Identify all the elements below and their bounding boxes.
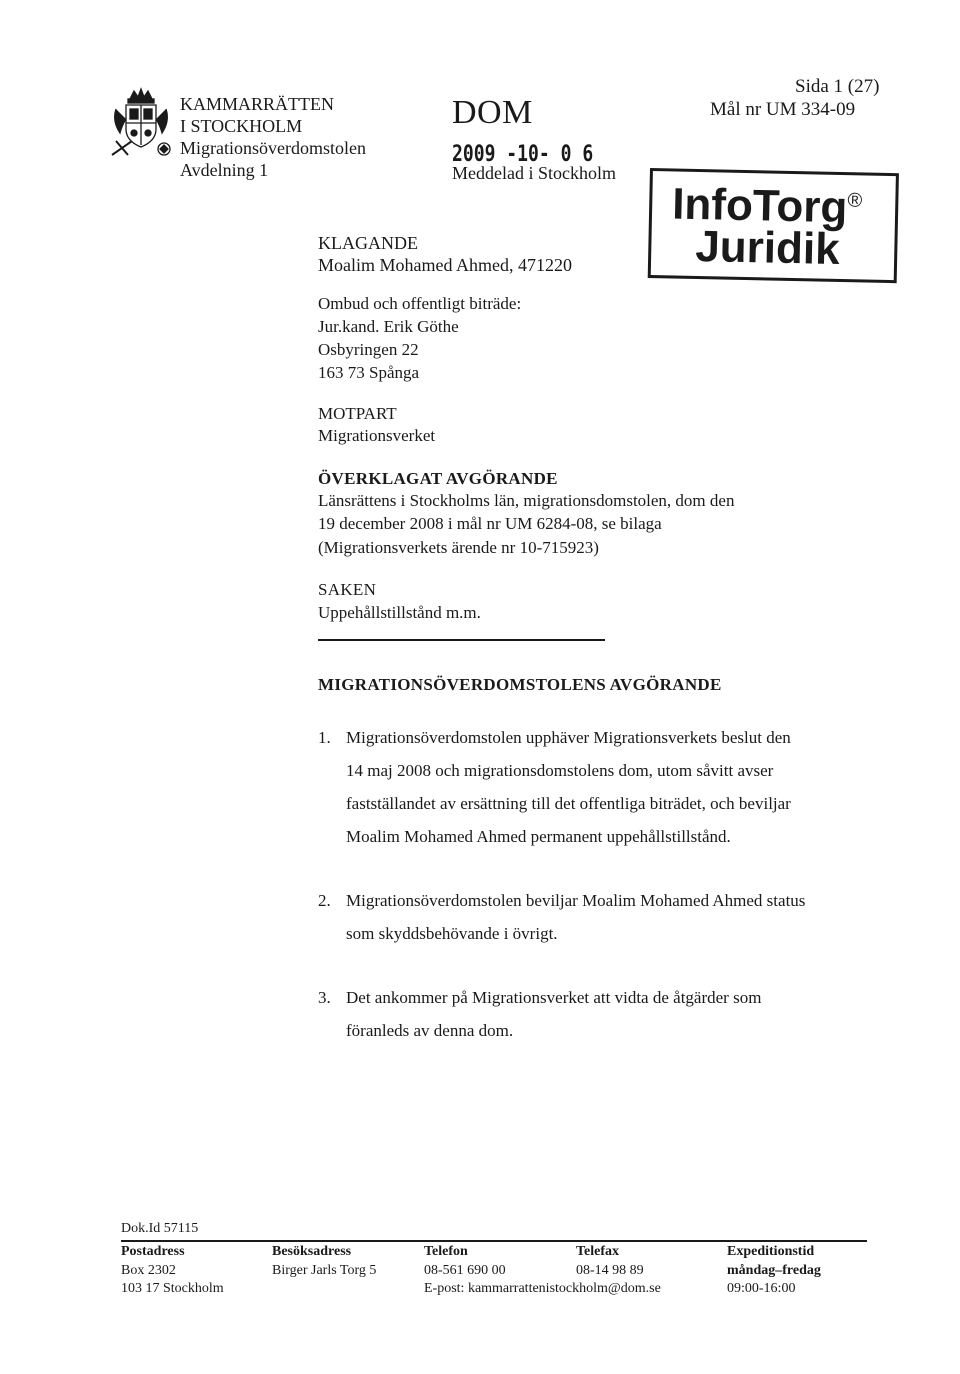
page-number: Sida 1 (27) — [795, 76, 880, 97]
appellant-name: Moalim Mohamed Ahmed, 471220 — [318, 255, 572, 275]
footer-value: 08-14 98 89 — [576, 1263, 644, 1278]
stamp-subbrand: Juridik — [694, 221, 841, 274]
court-crest-icon — [108, 85, 174, 161]
court-name-line-2: I STOCKHOLM — [180, 116, 303, 136]
ruling-item-line: 14 maj 2008 och migrationsdomstolens dom, utom såvitt avser — [346, 761, 774, 780]
ruling-item-line: föranleds av denna dom. — [346, 1021, 514, 1040]
appealed-decision-line: 19 december 2008 i mål nr UM 6284-08, se bilaga — [318, 514, 662, 533]
ruling-item-line: Det ankommer på Migrationsverket att vidta de åtgärder som — [346, 988, 762, 1007]
footer-divider — [121, 1240, 867, 1242]
footer-value: Box 2302 — [121, 1263, 176, 1278]
court-department: Avdelning 1 — [180, 160, 269, 180]
ruling-heading: MIGRATIONSÖVERDOMSTOLENS AVGÖRANDE — [318, 675, 722, 694]
case-number: Mål nr UM 334-09 — [710, 99, 856, 120]
registered-mark: ® — [847, 189, 863, 212]
document-title: DOM — [452, 94, 533, 131]
footer-label-fax: Telefax — [576, 1244, 620, 1259]
matter-heading: SAKEN — [318, 580, 377, 599]
footer-value: 103 17 Stockholm — [121, 1281, 224, 1296]
footer-label-phone: Telefon — [424, 1244, 468, 1259]
appealed-decision-heading: ÖVERKLAGAT AVGÖRANDE — [318, 469, 558, 488]
ruling-item-line: fastställandet av ersättning till det offentliga biträdet, och beviljar — [346, 794, 791, 813]
ruling-item-number: 2. — [318, 891, 331, 910]
ruling-item-number: 3. — [318, 988, 331, 1007]
matter-text: Uppehållstillstånd m.m. — [318, 603, 481, 622]
ruling-item-line: Moalim Mohamed Ahmed permanent uppehållstillstånd. — [346, 827, 731, 846]
footer-label-hours: Expeditionstid — [727, 1244, 815, 1259]
divider — [318, 639, 605, 641]
ruling-item-line: som skyddsbehövande i övrigt. — [346, 924, 558, 943]
ruling-item-line: Migrationsöverdomstolen upphäver Migrationsverkets beslut den — [346, 728, 791, 747]
footer-value: 09:00-16:00 — [727, 1281, 796, 1296]
counsel-line: Osbyringen 22 — [318, 340, 419, 359]
date-stamp: 2009 -10- 0 6 — [452, 142, 594, 167]
appellant-heading: KLAGANDE — [318, 233, 418, 253]
stamp-brand-text: InfoTorg — [671, 179, 848, 233]
counsel-line: 163 73 Spånga — [318, 363, 420, 382]
counsel-line: Jur.kand. Erik Göthe — [318, 317, 459, 336]
ruling-item-number: 1. — [318, 728, 331, 747]
opponent-heading: MOTPART — [318, 404, 397, 423]
opponent-name: Migrationsverket — [318, 426, 436, 445]
appealed-decision-line: Länsrättens i Stockholms län, migrationsdomstolen, dom den — [318, 491, 735, 510]
footer-email: E-post: kammarrattenistockholm@dom.se — [424, 1281, 661, 1296]
issued-place: Meddelad i Stockholm — [452, 163, 616, 183]
footer-label-postal: Postadress — [121, 1244, 185, 1259]
footer-label-visit: Besöksadress — [272, 1244, 352, 1259]
document-id: Dok.Id 57115 — [121, 1221, 199, 1236]
court-name-line-1: KAMMARRÄTTEN — [180, 94, 335, 114]
infotorg-stamp — [648, 168, 899, 283]
counsel-heading: Ombud och offentligt biträde: — [318, 294, 522, 313]
appealed-decision-line: (Migrationsverkets ärende nr 10-715923) — [318, 538, 599, 557]
ruling-item-line: Migrationsöverdomstolen beviljar Moalim Mohamed Ahmed status — [346, 891, 806, 910]
footer-value: 08-561 690 00 — [424, 1263, 506, 1278]
footer-value: måndag–fredag — [727, 1263, 821, 1278]
footer-value: Birger Jarls Torg 5 — [272, 1263, 377, 1278]
court-division: Migrationsöverdomstolen — [180, 138, 366, 158]
